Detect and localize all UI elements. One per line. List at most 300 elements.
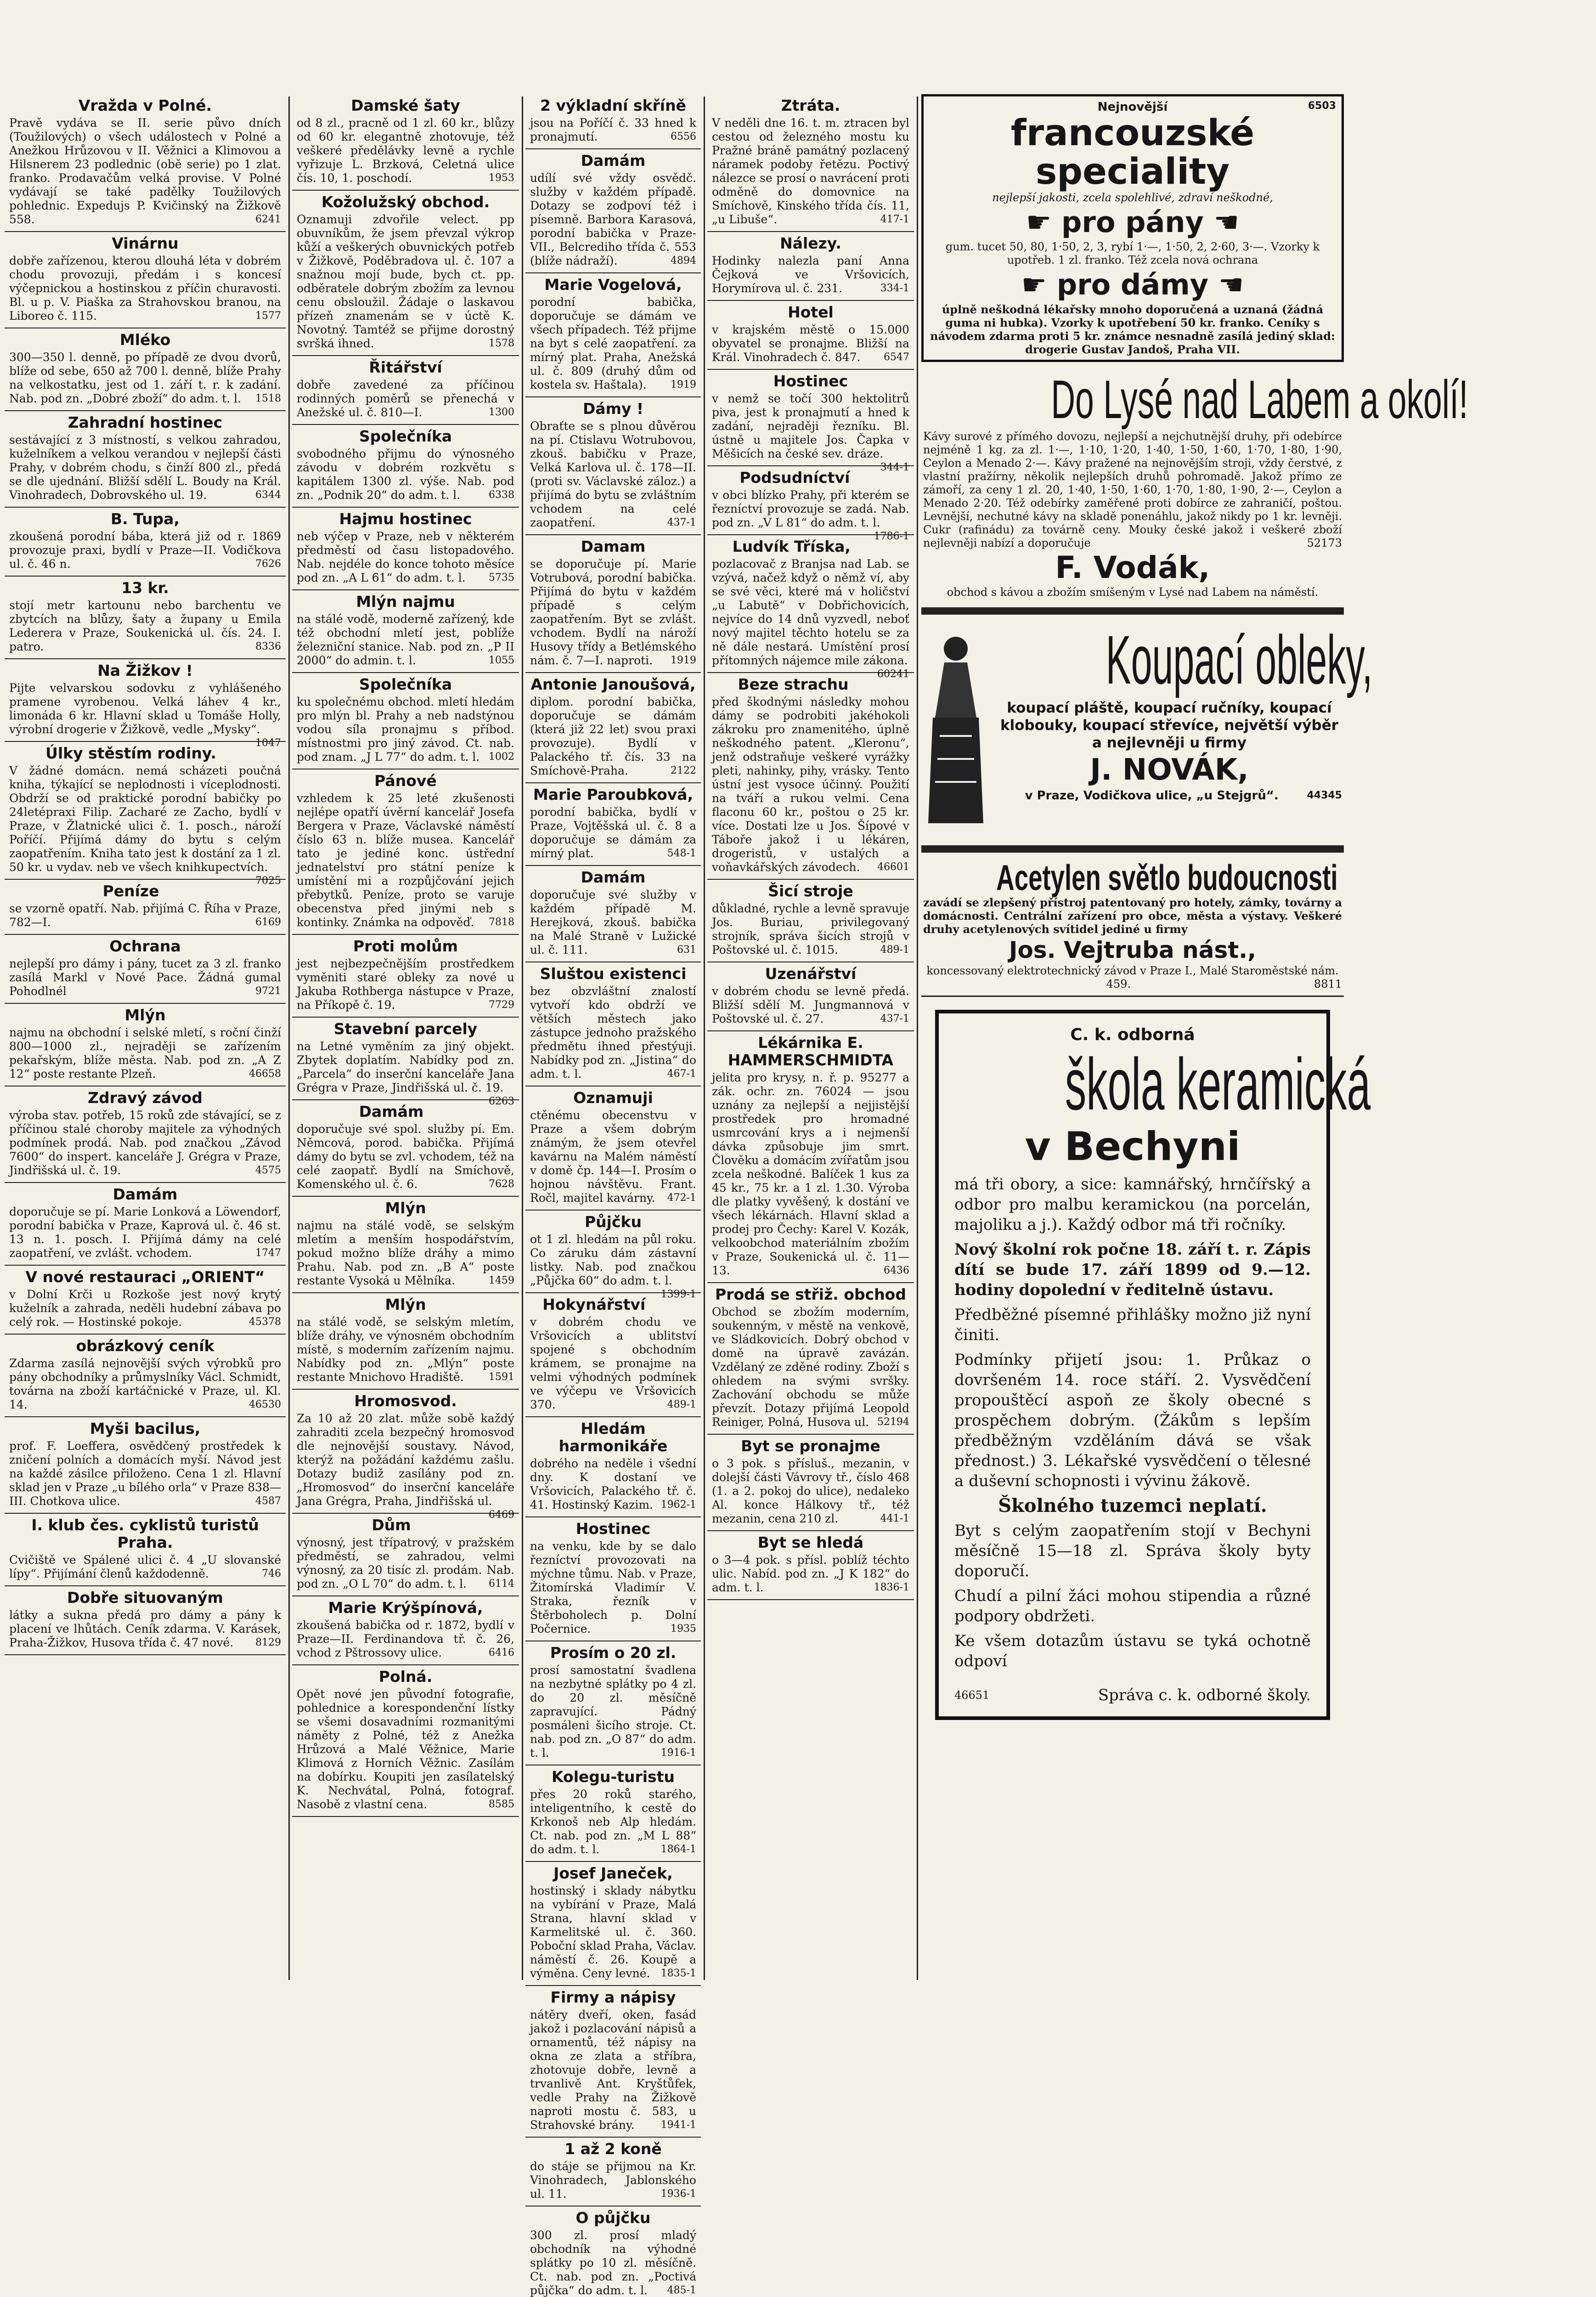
classified-ad [5, 1335, 286, 1417]
ad-code: 489-1 [880, 944, 909, 956]
ad-code: 1936-1 [660, 2188, 696, 2200]
acetylene-title: Acetylen světlo budoucnosti [996, 857, 1338, 898]
ad-body: jsou na Poříčí č. 33 hned k pronajmutí. 6556 [530, 116, 696, 143]
ad-code: 46530 [249, 1399, 281, 1410]
ad-title: Peníze [102, 882, 159, 900]
classified-ad [292, 935, 519, 1018]
column-rule [917, 96, 918, 1980]
ad-code: 1935 [671, 1623, 696, 1635]
ad-title: Prosím o 20 zl. [550, 1644, 677, 1662]
woman-figure-icon [926, 630, 986, 828]
classified-ad [292, 590, 519, 673]
divider [921, 845, 1344, 853]
ads-column-2 [292, 94, 519, 1991]
ad-body: doporučuje své služby v každém případě M. Herejková, zkouš. babička na Malé Straně v Lužické ul. č. 111. 631 [530, 888, 696, 956]
ad-title: Marie Krýšpínová, [328, 1599, 483, 1617]
ad-body: výroba stav. potřeb, 15 roků zde stávající, se z příčinou stalé choroby majitele za výhodných podmínek prodá. Nab. pod značkou „Závod 7600“ do inspert. kanceláře J. Grégra v Praze, Jindřišská ul. č. 19. 4575 [9, 1109, 281, 1177]
ad-title: Šicí stroje [768, 882, 853, 900]
bathing-address: v Praze, Vodičkova ulice, „u Stejgrů“. 44345 [1025, 789, 1342, 803]
ad-code: 1055 [489, 655, 514, 666]
ad-title: Ochrana [109, 937, 181, 955]
ad-code: 6169 [255, 917, 281, 928]
ad-code: 437-1 [667, 517, 696, 528]
ad-body: na Letné vyměním za jiný objekt. Zbytek doplatím. Nabídky pod zn. „Parcela“ do inserční kanceláře Jana Grégra v Praze, Jindřišská ul. č. 19. 6263 [297, 1040, 514, 1095]
ad-title: Vinárnu [112, 234, 179, 252]
classified-ad [5, 232, 286, 328]
ad-body: v dobrém chodu ve Vršovicích a ublitství spojené s obchodním krámem, se pronajme na velmi výhodných podmínek ve výčepu ve Vršovicích 370. 489-1 [530, 1315, 696, 1411]
ad-body: 300 zl. prosí mladý obchodník na výhodné splátky po 10 zl. měsíčně. Ct. nab. pod zn. „Poctivá půjčka“ do adm. t. l. 485-1 [530, 2229, 696, 2297]
ad-title: Ludvík Tříska, [732, 537, 851, 555]
ad-code: 485-1 [667, 2285, 696, 2296]
ad-title: Josef Janeček, [553, 1864, 673, 1882]
classified-ad [525, 1641, 701, 1765]
classified-ad [707, 1435, 914, 1531]
ad-title: Ztráta. [781, 96, 840, 114]
ad-title: Mlýn [124, 1006, 166, 1024]
acetylene-ad [921, 859, 1344, 997]
french-specialities-ad [921, 94, 1344, 362]
ad-body: prosí samostatní švadlena na nezbytné splátky po 4 zl. do 20 zl. měsíčně zapravující. Pádný posmáleni šicího stroje. Ct. nab. pod zn. „O 87“ do adm. t. l. 1916-1 [530, 1663, 696, 1760]
ad-body: přes 20 roků starého, inteligentního, k cestě do Krkonoš neb Alp hledám. Ct. nab. pod zn. „M L 88“ do adm. t. l. 1864-1 [530, 1788, 696, 1856]
ad-title: Společníka [359, 675, 452, 693]
classified-ad [525, 2138, 701, 2206]
ad-body: svobodného přijmu do výnosného závodu v dobrém rozkvětu s kapitálem 1300 zl. výše. Nab. pod zn. „Podnik 20“ do adm. t. l. 6338 [297, 447, 514, 502]
ad-code: 1591 [489, 1371, 514, 1383]
ad-title: Hokynářství [542, 1296, 646, 1313]
classified-ad [525, 1862, 701, 1986]
display-ads-column [921, 94, 1468, 1991]
ad-body: Zdarma zasílá nejnovější svých výrobků pro pány obchodníky a průmyslníky Václ. Schmidt, továrna na zboží kartáčnické v Praze, ul. Kl. 14. 46530 [9, 1357, 281, 1411]
ad-code: 1835-1 [660, 1968, 696, 1979]
ad-code: 6344 [255, 489, 281, 501]
acetylene-firm: Jos. Vejtruba nást., [1009, 937, 1257, 963]
classified-ad [707, 1283, 914, 1435]
ad-code: 1941-1 [660, 2119, 696, 2131]
ad-code: 1962-1 [660, 1499, 696, 1511]
ad-code: 1919 [671, 655, 696, 666]
ad-code: 7628 [489, 1178, 514, 1190]
ad-body: v dobrém chodu se levně předá. Bližší sdělí M. Jungmannová v Poštovské ul. č. 27. 437-1 [712, 984, 909, 1025]
ad-body: o 3—4 pok. s přísl. poblíž téchto ulic. Nabíd. pod zn. „J K 182“ do adm. t. l. 1836-1 [712, 1553, 909, 1594]
school-paragraph: Předběžné písemné přihlášky možno již nyní činiti. [954, 1306, 1311, 1344]
classified-ad [525, 1517, 701, 1641]
ad-title: Nálezy. [780, 234, 841, 252]
ad-body: Obchod se zbožím moderním, soukenným, v městě na venkově, ve Sládkovicích. Dobrý obchod v domě na úpravě zavázán. Vzdělaný ze zděné rodiny. Zboží s ohledem na svými svršky. Zachování obchodu se může převzít. Dotazy přijímá Leopold Reiniger, Polná, Husova ul. 52194 [712, 1305, 909, 1429]
ad-title: Kožolužský obchod. [321, 193, 490, 211]
ad-body: ctěnému obecenstvu v Praze a všem dobrým známým, že jsem otevřel kavárnu na Malém náměstí v domě čp. 144—I. Prosím o hojnou návštěvu. Frant. Ročl, majitel kavárny. 472-1 [530, 1109, 696, 1205]
ad-code: 1578 [489, 338, 514, 349]
ad-title: Damské šaty [351, 96, 460, 114]
ad-title: Pánové [374, 772, 437, 790]
classified-ad [525, 94, 701, 149]
ad-body: dobře zavedené za příčinou rodinných poměrů se přenechá v Anežské ul. č. 810—I. 1300 [297, 378, 514, 419]
ad-body: Za 10 až 20 zlat. může sobě každý zahraditi zcela bezpečný hromosvod dle nejnovější soustavy. Návod, kterýž na požádání každému zašlu. Dotazy budiž zasílány pod zn. „Hromosvod“ do inserční kanceláře Jana Grégra, Praha, Jindřišská ul. 6469 [297, 1412, 514, 1508]
ad-code: 6263 [489, 1096, 514, 1107]
classified-ad [525, 1293, 701, 1417]
classified-ad [5, 577, 286, 659]
classified-ad [5, 94, 286, 232]
classified-ad [525, 1986, 701, 2138]
classified-ad [5, 935, 286, 1004]
classified-ad [292, 94, 519, 191]
ad-body: Obraťte se s plnou důvěrou na pí. Ctislavu Wotrubovou, zkouš. babičku v Praze, Velká Karlova ul. č. 178—II. (proti sv. Václavské záloz.) a přijímá do bytu se zvláštním vchodem na celé zaopatření. 437-1 [530, 419, 696, 529]
ad-title: Mlýn [385, 1296, 426, 1313]
ad-title: Uzenářství [765, 965, 857, 983]
school-city: v Bechyni [1025, 1124, 1241, 1170]
ad-body: nejlepší pro dámy i pány, tucet za 3 zl. franko zasílá Markl v Nové Pace. Žádná gumal Pohodlnél 9721 [9, 957, 281, 998]
classified-ad [5, 1183, 286, 1266]
classified-ad [525, 962, 701, 1086]
ad-title: Na Žižkov ! [97, 662, 193, 679]
school-title: škola keramická [1065, 1043, 1371, 1125]
school-heading: C. k. odborná [1070, 1025, 1195, 1044]
school-paragraph: Chudí a pilní žáci mohou stipendia a různé podpory obdržeti. [954, 1587, 1311, 1625]
classified-ad [292, 1514, 519, 1596]
classified-ad [525, 2206, 701, 2297]
classified-ad [5, 1417, 286, 1514]
classified-ad [292, 1665, 519, 1817]
ad-code: 6241 [255, 214, 281, 225]
ad-title: Damám [113, 1185, 178, 1203]
ad-title: Podsudníctví [739, 469, 850, 487]
column-rule [288, 96, 290, 1980]
ad-title: Damám [359, 1103, 424, 1120]
pointing-hand-icon: ☛ [1026, 205, 1052, 239]
school-paragraph: Podmínky přijetí jsou: 1. Průkaz o dovršeném 14. roce stáří. 2. Vysvědčení propouštěcí aspoň ze školy obecné s prospěchem dobrým. (Žákům s lepším předběžným vzděláním dává se však přednost.) 3. Lékařské vysvědčení o tělesné a duševní schopnosti i vývinu žákově. [954, 1351, 1311, 1490]
school-paragraph: Ke všem dotazům ústavu se tyká ochotně odpoví [954, 1632, 1311, 1670]
ad-body: výnosný, jest třípatrový, v pražském předměstí, se zahradou, velmi výnosný, za 20 tisíc zl. prodám. Nab. pod zn. „O L 70“ do adm. t. l. 6114 [297, 1536, 514, 1590]
ad-code: 46658 [249, 1068, 281, 1080]
classified-ad [525, 397, 701, 535]
ad-title: Sluštou existenci [540, 965, 687, 983]
classified-ad [525, 673, 701, 783]
classified-ad [292, 191, 519, 356]
ad-code: 1836-1 [874, 1582, 909, 1593]
classified-ad [707, 232, 914, 301]
ad-body: 300—350 l. denně, po případě ze dvou dvorů, blíže od sebe, 650 až 700 l. denně, blíže Prahy na velkostatku, jest od 1. září t. r. k zadání. Nab. pod zn. „Dobré zboží“ do adm. t. l. 1518 [9, 351, 281, 405]
ad-code: 417-1 [880, 214, 909, 225]
divider [921, 607, 1344, 615]
ad-code: 6469 [489, 1509, 514, 1521]
ad-code: 7729 [489, 999, 514, 1011]
ad-code: 437-1 [880, 1013, 909, 1024]
ad-code: 489-1 [667, 1399, 696, 1410]
ad-title: V nové restauraci „ORIENT“ [25, 1268, 265, 1286]
ad-title: Hledám harmonikáře [558, 1420, 668, 1455]
ad-title: Dámy ! [582, 400, 644, 418]
ad-code: 6416 [489, 1647, 514, 1658]
ad-code: 5735 [489, 572, 514, 583]
ad-title: Společníka [359, 427, 452, 445]
ad-body: důkladné, rychle a levně spravuje Jos. Buriau, privilegovaný strojník, správa šicích strojů v Poštovské ul. č. 1015. 489-1 [712, 902, 909, 956]
classified-ad [525, 535, 701, 673]
classified-ad [292, 508, 519, 590]
classified-ad [292, 673, 519, 769]
classified-ad [5, 411, 286, 508]
classified-ad [707, 962, 914, 1031]
ad-title: Mlýn [385, 1199, 426, 1217]
lysa-footer: obchod s kávou a zbožím smíšeným v Lysé nad Labem na náměstí. [947, 586, 1319, 599]
ad-body: Cvičiště ve Spálené ulici č. 4 „U slovanské lípy“. Přijímání členů každodenně. 746 [9, 1553, 281, 1580]
classified-ad [5, 1004, 286, 1086]
ad-body: porodní babička, doporučuje se dámám ve všech případech. Též přijme na byt s celé zaopatření. za mírný plat. Praha, Anežská ul. č. 809 (druhý dům od kostela sv. Haštala). 1919 [530, 295, 696, 391]
ad-code: 8585 [489, 1799, 514, 1810]
ad-body: do stáje se přijmou na Kr. Vinohradech, Jablonského ul. 11. 1936-1 [530, 2160, 696, 2201]
classified-ad [525, 866, 701, 962]
ad-title: Byt se hledá [757, 1533, 864, 1551]
ads-column-4 [707, 94, 914, 1991]
school-paragraph: má tři obory, a sice: kamnářský, hrnčířský a odbor pro malbu keramickou (na porcelán, majoliku a j.). Každý odbor má tři ročníky. [954, 1175, 1311, 1234]
ad-title: Úlky stěstím rodiny. [45, 744, 216, 762]
ad-body: sestávající z 3 místností, s velkou zahradou, kuželníkem a velkou verandou v nejlepší části Prahy, v dobrém chodu, s činží 800 zl., předá se dle ujednání. Bližší sdělí L. Boudy na Král. Vinohradech, Dobrovského ul. 19. 6344 [9, 433, 281, 502]
classified-ad [292, 356, 519, 425]
lysa-merchant: F. Vodák, [1055, 550, 1210, 585]
classified-ad [5, 742, 286, 887]
ad-title: Půjčku [585, 1213, 642, 1231]
ad-code: 7626 [255, 558, 281, 570]
classified-ad [5, 328, 286, 411]
ad-code: 8129 [255, 1637, 281, 1648]
ad-title: Dům [372, 1516, 411, 1534]
ad-code: 548-1 [667, 848, 696, 859]
ad-code: 334-1 [880, 283, 909, 294]
ad-body: jelita pro krysy, n. ř. p. 95277 a zák. ochr. zn. 76024 — jsou uznány za nejlepší a nejjistější prostředek pro hromadné usmrcování krys a i nejmenší dávka způsobuje jim smrt. Člověku a domácím zvířatům jsou zcela neškodné. Balíček 1 kus za 45 kr., 75 kr. a 1 zl. 1.30. Výroba dle platky vyvěšený, k dostání ve všech lékárnách. Hlavní sklad a prodej pro Čechy: Karel V. Kozák, velkoobchod materiálním zbožím v Praze, Soukenická ul. č. 11—13. 6436 [712, 1071, 909, 1277]
ad-code: 9721 [255, 985, 281, 997]
ad-body: v nemž se točí 300 hektolitrů piva, jest k pronajmutí a hned k zadání, nejraději řezníku. Bl. ústně u majitele Jos. Čapka v Měšicích na české sev. dráze. 344-1 [712, 392, 909, 461]
column-rule [704, 96, 705, 1980]
ad-title: Damam [581, 537, 646, 555]
classified-ad [5, 508, 286, 577]
classified-ad [5, 1586, 286, 1655]
classified-ad [292, 1596, 519, 1665]
ad-code: 60241 [877, 668, 909, 680]
ad-title: Damám [581, 152, 646, 170]
classified-ad [525, 1086, 701, 1211]
ad-title: Zahradní hostinec [68, 413, 223, 431]
ad-body: prof. F. Loeffera, osvědčený prostředek k zničení polních a domácích myší. Návod jest na každé zásilce přiloženo. Cena 1 zl. Hlavní sklad jen v Praze „u bílého orla“ v Praze 838—III. Chotkova ulice. 4587 [9, 1439, 281, 1508]
ad-title: 1 až 2 koně [564, 2140, 662, 2158]
ad-title: B. Tupa, [111, 510, 180, 528]
ad-code: 467-1 [667, 1068, 696, 1080]
ad-code: 6556 [671, 131, 696, 142]
ad-body: V neděli dne 16. t. m. ztracen byl cestou od železného mostu ku Pražné bráně památný pozlacený náramek podoby řetězu. Poctivý nálezce se prosí o navrácení proti odměně do domovnice na Smíchově, Kinského třída čís. 11, „u Libuše“. 417-1 [712, 116, 909, 226]
ad-body: najmu na obchodní i selské mletí, s roční činží 800—1000 zl., nejraději se zařízením pekařským, blíže města. Nab. pod zn. „A Z 12“ poste restante Plzeň. 46658 [9, 1026, 281, 1081]
ad-title: Hostinec [773, 372, 848, 390]
classified-ad [292, 1100, 519, 1197]
ad-code: 6436 [884, 1265, 909, 1276]
ad-title: Stavební parcely [333, 1020, 478, 1038]
ad-code: 1459 [489, 1275, 514, 1286]
ad-title: Vražda v Polné. [78, 96, 212, 114]
lysa-coffee-ad [921, 369, 1468, 599]
bathing-firm: J. NOVÁK, [1090, 753, 1249, 787]
ad-title: Polná. [378, 1668, 433, 1686]
ad-title: Kolegu-turistu [552, 1768, 675, 1786]
ceramic-school-ad [935, 1010, 1371, 1720]
french-title: francouzské speciality [1010, 113, 1255, 192]
ad-title: Lékárnika E. HAMMERSCHMIDTA [728, 1034, 894, 1069]
ad-title: Řitářství [369, 358, 442, 376]
classified-ad [292, 1293, 519, 1390]
ad-title: Antonie Janoušová, [530, 675, 696, 693]
ad-code: 4587 [255, 1495, 281, 1507]
ad-title: Marie Vogelová, [544, 276, 682, 294]
ad-title: I. klub čes. cyklistů turistů Praha. [31, 1516, 259, 1551]
ad-title: O půjčku [575, 2209, 651, 2227]
ad-code: 2122 [671, 765, 696, 776]
classified-ad [707, 466, 914, 542]
ads-column-3 [525, 94, 701, 2297]
ad-code: 7025 [255, 875, 281, 887]
classified-ad [292, 1018, 519, 1107]
ad-title: Mléko [119, 331, 171, 349]
classified-ad [525, 1417, 701, 1517]
classified-ad [5, 1514, 286, 1586]
for-women-heading: ☛ pro dámy ☚ [1021, 268, 1244, 301]
ad-body: v obci blízko Prahy, při kterém se řezníctví provozuje se zadá. Nab. pod zn. „V L 81“ do adm. t. l. 1786-1 [712, 488, 909, 530]
ad-body: diplom. porodní babička, doporučuje se dámám (která již 22 let) svou praxi provozuje). Bydlí v Palackého tř. čís. 33 na Smíchově-Praha. 2122 [530, 695, 696, 777]
ad-title: obrázkový ceník [76, 1337, 214, 1355]
ad-title: Beze strachu [738, 675, 849, 693]
ad-code: 6547 [884, 351, 909, 363]
ad-title: 2 výkladní skříně [540, 96, 686, 114]
classified-ad [707, 301, 914, 370]
pointing-hand-icon: ☚ [1213, 205, 1240, 239]
ad-code: 1747 [255, 1247, 281, 1259]
classified-ad [707, 370, 914, 473]
ad-body: Pravě vydáva se II. serie půvo dních (Toužilových) o všech událostech v Polné a Anežkou Hrůzovou v II. Věžnici a Klimovou a Hilsnerem 23 podlednic (obě serie) po 1 zlat. franko. Prodavačům velká provise. V Polné vydávají se také padělky Toužilových pohlednic. Expedujs P. Kvičinský na Žižkově 558. 6241 [9, 116, 281, 226]
ad-code: 6114 [489, 1578, 514, 1590]
classified-ad [525, 1765, 701, 1862]
ad-code: 1518 [255, 393, 281, 404]
ad-code: 1399-1 [660, 1289, 696, 1300]
bathing-text: koupací pláště, koupací ručníky, koupací klobouky, koupací střevíce, největší výběr a nejlevněji u firmy [1000, 700, 1339, 751]
ad-body: jest nejbezpečnějším prostředkem vyměniti staré obleky za nové u Jakuba Rothberga nástupce v Praze, na Příkopě č. 19. 7729 [297, 957, 514, 1012]
bathing-title: Koupací obleky, [1105, 621, 1373, 698]
ad-body: v Dolní Krči u Rozkoše jest nový krytý kuželník a zahrada, neděli hudební zábava po celý rok. — Hostinské pokoje. 45378 [9, 1288, 281, 1329]
ad-body: bez obzvláštní znalostí vytvoří kdo obdrží ve větších městech jako zástupce jednoho pražského předmětu ihned přestýuji. Nabídky pod zn. „Jistina“ do adm. t. l. 467-1 [530, 984, 696, 1081]
classified-ad [5, 1086, 286, 1183]
ad-code: 4575 [255, 1165, 281, 1176]
classified-ad [5, 659, 286, 749]
classified-ad [707, 1031, 914, 1283]
school-paragraph: Školného tuzemci neplatí. [998, 1495, 1267, 1516]
classified-ad [292, 769, 519, 935]
classified-ad [525, 1211, 701, 1300]
column-rule [522, 96, 523, 1980]
ad-body: se doporučuje pí. Marie Votrubová, porodní babička. Přijímá do bytu v každém případě s celým zaopatřením. Byt se zvlášt. vchodem. Bydlí na nároží Husovy třídy a Betlémského nám. č. 7—I. naproti. 1919 [530, 557, 696, 667]
ad-body: o 3 pok. s přísluš., mezanin, v dolejší části Vávrovy tř., číslo 468 (1. a 2. pokoj do ulice), nedaleko Al. konce Hálkovy tř., též mezanin, cena 210 zl. 441-1 [712, 1457, 909, 1525]
ad-body: zkoušená porodní bába, která již od r. 1869 provozuje praxi, bydlí v Praze—II. Vodičkova ul. č. 46 n. 7626 [9, 530, 281, 571]
ad-code: 1919 [671, 379, 696, 390]
ad-body: neb výčep v Praze, neb v některém předměstí od času listopadového. Nab. nejdéle do konce tohoto měsíce pod zn. „A L 61“ do adm. t. l. 5735 [297, 530, 514, 584]
ad-code: 1786-1 [874, 531, 909, 542]
classified-ad [707, 535, 914, 680]
classified-ad [707, 673, 914, 880]
ad-title: Dobře situovaným [67, 1589, 223, 1607]
classified-ad [5, 1266, 286, 1335]
ad-code: 1300 [489, 407, 514, 418]
ad-body: v krajském městě o 15.000 obyvatel se pronajme. Bližší na Král. Vinohradech č. 847. 6547 [712, 323, 909, 364]
ad-code: 4894 [671, 255, 696, 266]
ad-title: Hotel [788, 303, 834, 321]
school-paragraph: Nový školní rok počne 18. září t. r. Zápis dítí se bude 17. září 1899 od 9.—12. hodiny dopolední v ředitelně ústavu. [954, 1240, 1311, 1299]
ad-title: Marie Paroubková, [533, 786, 694, 803]
ad-title: Zdravý závod [88, 1089, 203, 1107]
ad-code: 441-1 [880, 1513, 909, 1524]
classified-ad [525, 149, 701, 273]
ad-title: Proti molům [353, 937, 458, 955]
ad-body: od 8 zl., pracně od 1 zl. 60 kr., blůzy od 60 kr. elegantně zhotovuje, též veškeré předělávky levně a rychle vyřizuje L. Brzková, Celetná ulice čís. 10, 1. poschodí. 1953 [297, 116, 514, 185]
for-men-heading: ☛ pro pány ☚ [1026, 205, 1240, 239]
pointing-hand-icon: ☚ [1218, 268, 1244, 301]
ad-body: nátěry dveří, oken, fasád jakož i pozlacování nápisů a ornamentů, též nápisy na okna ze zlata a stříbra, zhotovuje dobře, levně a trvanlivě Ant. Kryštůfek, vedle Prahy na Žižkově naproti mostu č. 583, u Strahovské brány. 1941-1 [530, 2008, 696, 2132]
ad-title: Hostinec [575, 1520, 651, 1538]
ad-title: Byt se pronajme [741, 1437, 880, 1455]
ad-code: 1002 [489, 751, 514, 763]
ad-body: pozlacovač z Branjsa nad Lab. se vzývá, načež když o němž ví, aby se své věci, které má v holičství „u Labutě“ v Dobřichovicích, nejvíce do 14 dnů vyzvedl, neboť nový majitel těchto hotelu se za ně dále nestará. Umístění prosí přítomných nájemce mile zákona. 60241 [712, 557, 909, 668]
classified-ad [525, 783, 701, 866]
ad-body: dobře zařízenou, kterou dlouhá léta v dobrém chodu provozuji, předám i s koncesí výčepnickou a hostinskou z příčin churavosti. Bl. u p. V. Piaška za Strahovskou branou, na Liboreo č. 115. 1577 [9, 254, 281, 322]
ad-body: ku společnému obchod. mletí hledám pro mlýn bl. Prahy a neb nadstýnou vodou síla pronajmu s příbod. místnostmi pro jiný závod. Ct. nab. pod znam. „J L 77“ do adm. t. l. 1002 [297, 695, 514, 764]
ad-title: Prodá se střiž. obchod [715, 1285, 906, 1303]
classified-ad [707, 1531, 914, 1600]
acetylene-address: koncessovaný elektrotechnický závod v Praze I., Malé Staroměstské nám. 459. 8811 [926, 964, 1342, 990]
ad-body: na stálé vodě, moderně zařízený, kde též obchodní mletí jest, poblíže železniční stanice. Nab. pod zn. „P II 2000“ do admin. t. l. 1055 [297, 612, 514, 667]
ad-code: 1577 [255, 310, 281, 322]
ad-body: V žádné domácn. nemá scházeti poučná kniha, týkající se neplodnosti i víceplodnosti. Obdrží se od praktické porodní babičky po 24letépraxi Filip. Zacharé ze Zacho, bydlí v Praze, v Žlatnické ulici č. 1. posch., nároží Poříčí. Přijímá dámy do bytu s celým zaopatřením. Kniha tato jest k dostání za 1 zl. 50 kr. u vydav. neb ve všech knihkupectvích. 7025 [9, 764, 281, 874]
ad-body: před škodnými následky mohou dámy se podrobiti jakéhokoli zákroku pro znamenitého, úplně neškodného patent. „Kleronu“, jenž odstraňuje veškeré vyrážky pleti, nahinky, pihy, vrásky. Tento ústní jest vysoce účinný. Použití na tváří a rukou velmi. Cena flaconu 60 kr., poštou o 25 kr. více. Dostati lze u Jos. Šípové v Táboře jakož i u lékáren, drogeristů, v ustalých a voňavkářských závodech. 46601 [712, 695, 909, 874]
ad-code: 46601 [877, 861, 909, 873]
lysa-text: Kávy surové z přímého dovozu, nejlepší a nejchutnější druhy, při odebírce nejméně 1 kg. za zl. 1·—, 1·10, 1·20, 1·40, 1·50, 1·60, 1·70, 1·80, 1·90, Ceylon a Menado 2·—. Kávy pražené na nejnovějším stroji, vždy čerstvé, z vlastní pražírny, několik nejlepších druhů pohromadě. Jakož přímo ze zámoří, za ceny 1 zl. 20, 1·40, 1·50, 1·60, 1·70, 1·80, 1·90, 2·—, Ceylon a Menado 2·20. Též odebírky zaměřené proti dobírce ze zahraničí, poštou. Levnější, nechutné kávy na skladě ponenáhlu, jakož nikdy po 1 kr. levněji. Cukr (rafinádu) za továrně ceny. Mouky české jakož i veškeré zboží nejlevněji nabízí a doporučuje 52173 [923, 430, 1342, 549]
ad-body: porodní babička, bydlí v Praze, Vojtěšská ul. č. 8 a doporučuje se dámám za mírný plat. 548-1 [530, 805, 696, 860]
ad-title: Mlýn najmu [356, 593, 455, 611]
classified-ad [292, 1197, 519, 1293]
ad-title: 13 kr. [121, 579, 169, 597]
acetylene-text: zavádí se zlepšený přístroj patentovaný pro hotely, zámky, továrny a domácnosti. Centrální zařízení pro obce, města a výstavy. Veškeré druhy acetylenových svítidel jediné u firmy [923, 896, 1342, 936]
pointing-hand-icon: ☛ [1021, 268, 1047, 301]
ad-body: látky a sukna předá pro dámy a pány k placení ve lhůtách. Ceník zdarma. V. Karásek, Praha-Žižkov, Husova třída č. 47 nové. 8129 [9, 1608, 281, 1649]
ad-body: stojí metr kartounu nebo barchentu ve zbytcích na blůzy, šaty a župany u Emila Lederera v Praze, Soukenická ul. čís. 24. I. patro. 8336 [9, 599, 281, 653]
ad-code: 45378 [249, 1316, 281, 1328]
ad-body: vzhledem k 25 leté zkušenosti nejlépe opatří úvěrní kancelář Josefa Bergera v Praze, Václavské náměstí číslo 63 n. blíže musea. Kancelář tato je jediné konc. ústřední jednatelství pro státní peníze k umístění mi a rozpůjčování jejich přebytků. Peníze, proto se varuje obecenstva před jinými neb s kontinky. Známka na odpověď. 7818 [297, 792, 514, 929]
ad-code: 1953 [489, 172, 514, 184]
ad-body: ot 1 zl. hledám na půl roku. Co záruku dám zástavní listky. Nab. pod značkou „Půjčka 60“ do adm. t. l. 1399-1 [530, 1233, 696, 1288]
classified-ad [707, 880, 914, 962]
ad-body: se vzorně opatří. Nab. přijímá C. Říha v Praze, 782—I. 6169 [9, 902, 281, 929]
french-subtitle: nejlepší jakosti, zcela spolehlivé, zdraví neškodné, [992, 191, 1273, 204]
ad-body: zkoušená babička od r. 1872, bydlí v Praze—II. Ferdinandova tř. č. 26, vchod z Pštrossovy ulice. 6416 [297, 1618, 514, 1659]
ad-title: Damám [581, 868, 646, 886]
ad-title: Hajmu hostinec [339, 510, 472, 528]
ad-body: Pijte velvarskou sodovku z vyhlášeného pramene vyrobenou. Velká láhev 4 kr., limonáda 6 kr. Hlavní sklad u Tomáše Holly, výrobní drogerie v Žižkově, vedle „Mysky“. 1047 [9, 681, 281, 736]
ad-code: 344-1 [880, 462, 909, 473]
ad-body: hostinský i sklady nábytku na vybírání v Praze, Malá Strana, hlavní sklad v Karmelitské ul. č. 360. Poboční sklad Praha, Václav. náměstí č. 26. Koupě a výměna. Ceny levné. 1835-1 [530, 1884, 696, 1980]
ad-body: udílí své vždy osvědč. služby v každém případě. Dotazy se zodpoví též i písemně. Barbora Karasová, porodní babička v Praze-VII., Belcrediho třída č. 553 (blíže nádraží). 4894 [530, 171, 696, 267]
ad-code: 52194 [877, 1416, 909, 1428]
classified-ad [292, 425, 519, 508]
ad-code: 8336 [255, 641, 281, 652]
classified-ad [525, 273, 701, 397]
ads-column-1 [5, 94, 286, 1991]
school-paragraph: Byt s celým zaopatřením stojí v Bechyni měsíčně 15—18 zl. Správa školy byty doporučí. [954, 1522, 1311, 1580]
classified-ad [707, 94, 914, 232]
ad-title: Hromosvod. [354, 1392, 457, 1410]
classified-ad [292, 1390, 519, 1521]
ad-body: na stálé vodě, se selským mletím, blíže dráhy, ve výnosném obchodním místě, s moderním zařízením najmu. Nabídky pod zn. „Mlýn“ poste restante Mnichovo Hradiště. 1591 [297, 1315, 514, 1384]
school-signature: 46651 Správa c. k. odborné školy. [954, 1686, 1311, 1704]
ad-title: Oznamuji [573, 1089, 653, 1107]
